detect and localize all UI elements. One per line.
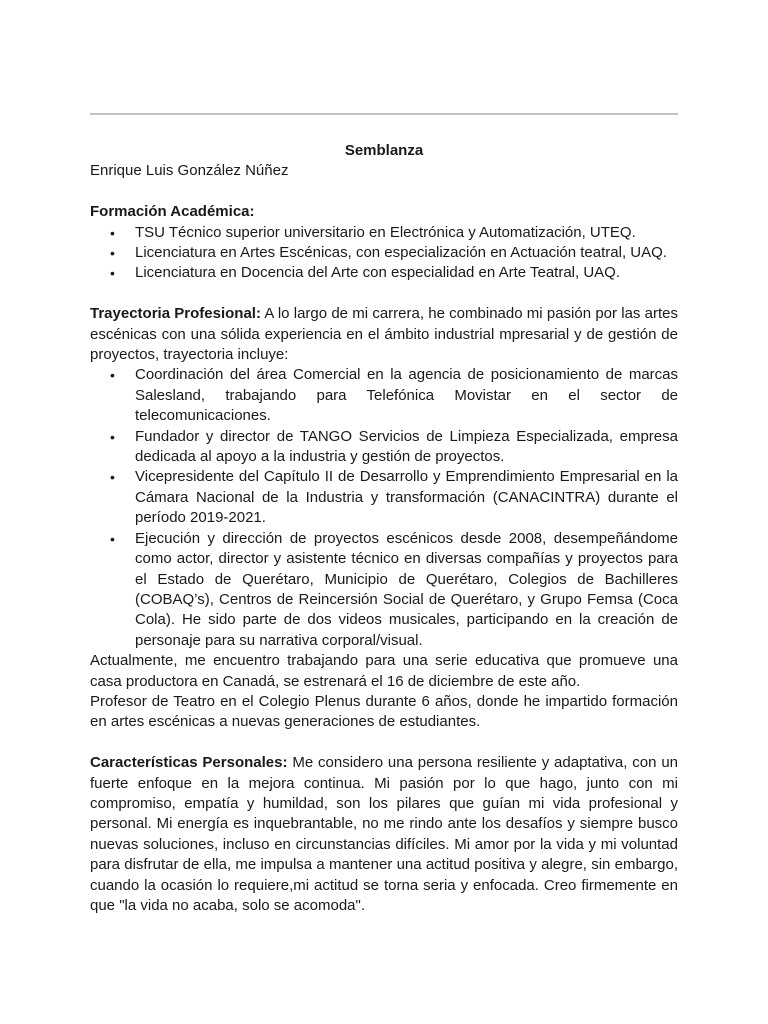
list-item: • Licenciatura en Artes Escénicas, con especialización en Actuación teatral, UAQ. [90,243,678,263]
caracteristicas-text: Me considero una persona resiliente y adaptativa, con un fuerte enfoque en la mejora continua. Mi pasión por lo que hago, junto con mi compromiso, empatía y humildad, son los pilares que guían mi vida profesional y personal. Mi energía es inquebrantable, no me rindo ante los desafíos y siempre busco nuevas soluciones, incluso en circunstancias difíciles. Mi amor por la vida y mi voluntad para disfrutar de ella, me impulsa a mantener una actitud positiva y alegre, sin embargo, cuando la ocasión lo requiere,mi actitud se torna seria y enfocada. Creo firmemente en que "la vida no acaba, solo se acomoda". [90,754,679,914]
list-item: • Licenciatura en Docencia del Arte con especialidad en Arte Teatral, UAQ. [90,263,678,283]
caracteristicas-heading: Características Personales: [90,754,288,772]
formacion-list [90,223,678,284]
trayectoria-paragraph [90,304,678,365]
author-name: Enrique Luis González Núñez [90,162,289,180]
trayectoria-list [90,365,678,651]
list-item: • TSU Técnico superior universitario en Electrónica y Automatización, UTEQ. [90,223,678,243]
spacer [90,284,678,304]
formacion-heading: Formación Académica: [90,203,255,221]
document-body [90,141,678,916]
spacer [90,733,678,753]
caracteristicas-paragraph [90,753,678,916]
teaching-paragraph: Profesor de Teatro en el Colegio Plenus durante 6 años, donde he impartido formación en artes escénicas a nuevas generaciones de estudiantes. [90,692,678,731]
bullet-icon: • [110,530,115,547]
bullet-icon: • [110,367,115,384]
current-work-paragraph: Actualmente, me encuentro trabajando para una serie educativa que promueve una casa productora en Canadá, se estrenará el 16 de diciembre de este año. [90,652,678,690]
bullet-icon: • [110,245,115,262]
list-item: • Ejecución y dirección de proyectos escénicos desde 2008, desempeñándome como actor, director y asistente técnico en diversas compañías y proyectos para el Estado de Querétaro, Municipio de Querétaro, Colegios de Bachilleres (COBAQ’s), Centros de Reincersión Social de Querétaro, y Grupo Femsa (Coca Cola). He sido parte de dos videos musicales, participando en la creación de personaje para su narrativa corporal/visual. [110,529,678,649]
list-item: • Fundador y director de TANGO Servicios de Limpieza Especializada, empresa dedicada al apoyo a la industria y gestión de proyectos. [110,427,678,466]
bullet-icon: • [110,469,115,486]
trayectoria-intro: A lo largo de mi carrera, he combinado mi pasión por las artes escénicas con una sólida experiencia en el ámbito industrial mpresarial y de gestión de proyectos, trayectoria incluye: [90,305,679,364]
bullet-icon: • [110,224,115,241]
document-title: Semblanza [344,142,424,159]
trayectoria-heading: Trayectoria Profesional: [90,305,261,323]
header-divider [90,113,678,115]
list-item: • Vicepresidente del Capítulo II de Desarrollo y Emprendimiento Empresarial en la Cámara Nacional de la Industria y transformación (CANACINTRA) durante el período 2019-2021. [110,468,678,527]
list-item: • Coordinación del área Comercial en la agencia de posicionamiento de marcas Salesland, trabajando para Telefónica Movistar en el sector de telecomunicaciones. [110,366,678,425]
bullet-icon: • [110,265,115,282]
bullet-icon: • [110,428,115,445]
spacer [90,182,678,202]
